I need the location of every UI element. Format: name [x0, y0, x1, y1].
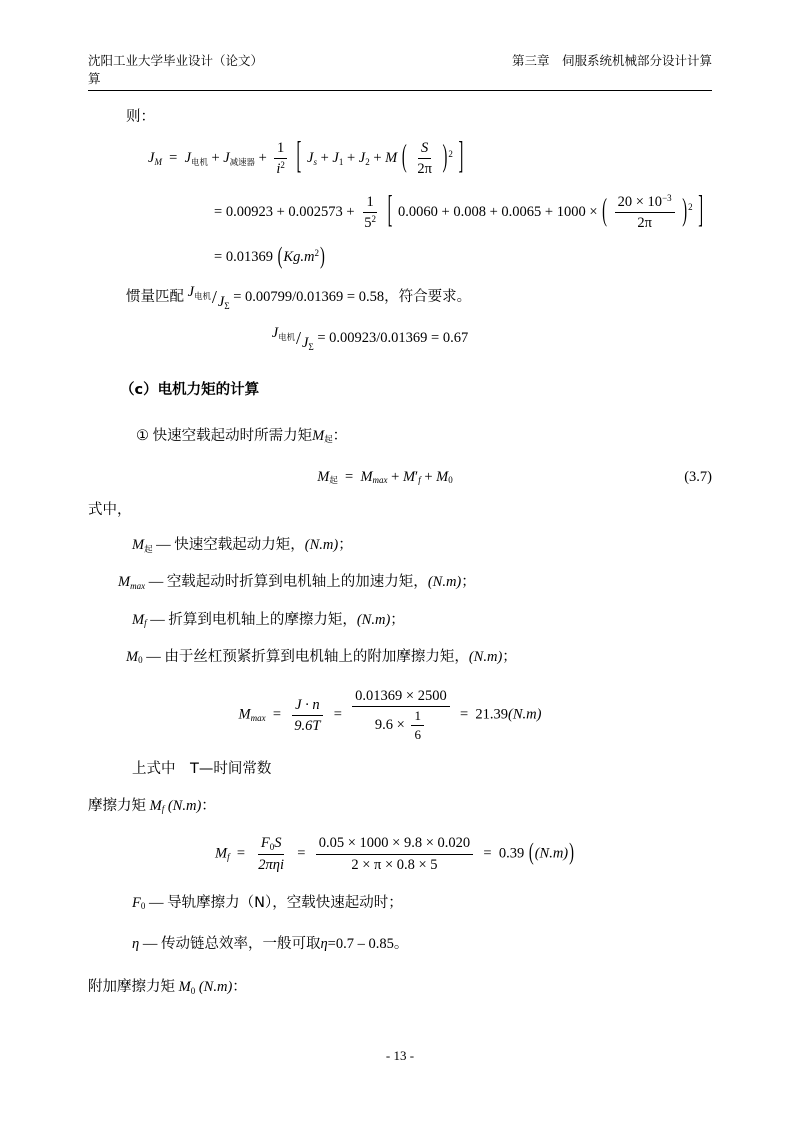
definition-eta: η — 传动链总效率，一般可取η=0.7 – 0.85。 — [132, 936, 409, 953]
def-4-unit: (N.m) — [468, 648, 503, 665]
eq37-plus1: + — [391, 468, 400, 485]
extra-friction-symbol: M — [178, 979, 191, 996]
mmax-result: 21.39 — [475, 706, 509, 723]
definition-f0: F0 — 导轨摩擦力（N），空载快速起动时； — [132, 894, 403, 912]
friction-torque-unit: (N.m) — [167, 797, 202, 814]
inertia-match-line2 — [88, 324, 712, 353]
equation-jm-result: = 0.01369 (Kg.m2) — [88, 246, 712, 269]
equation-jm-line2: = 0.00923 + 0.002573 + $\frac{1}{52}$ [ 0.0060 + 0.008 + 0.0065 + 1000 × ( $\frac{20 \times 10-3}{2\pi}$ )2 ] — [88, 193, 712, 232]
eq1-t1: J — [184, 150, 192, 167]
def-1-unit: (N.m) — [304, 537, 339, 554]
def-4-dash: — — [146, 648, 161, 665]
eq2-f: 1000 — [556, 203, 586, 220]
def-3-dash: — — [150, 611, 165, 628]
extra-friction-label-line: 附加摩擦力矩 M0 (N.m)： — [88, 979, 247, 996]
friction-torque-symbol: M — [149, 797, 162, 814]
mf-fraction-2: $\frac{0.05 \times 1000 \times 9.8 \times 0.020}{2 \times \pi \times 0.8 \times 5}$ — [316, 834, 473, 873]
inertia-match-line — [88, 283, 712, 312]
def-eta-dash: — — [142, 936, 158, 953]
def-1-text: 快速空载起动力矩， — [174, 537, 305, 554]
eq2-left-paren: ( — [602, 193, 607, 229]
eq1-t2: J — [223, 150, 230, 167]
eq1-right-bracket: ] — [458, 136, 464, 179]
item-1-colon: ： — [332, 427, 348, 444]
eq1-inner-j2: J — [358, 150, 366, 167]
mmax-unit: (N.m) — [508, 706, 542, 723]
def-4-symbol: M — [126, 648, 139, 665]
definition-2: Mmax — 空载起动时折算到电机轴上的加速力矩，(N.m)； — [118, 574, 476, 591]
mmax-eq2: = — [333, 706, 342, 723]
eq2-left-bracket: [ — [387, 189, 393, 232]
mmax-eq3: = — [459, 706, 469, 723]
mf-eq3: = — [483, 845, 492, 862]
document-body — [88, 104, 712, 1000]
def-4-text: 由于丝杠预紧折算到电机轴上的附加摩擦力矩， — [164, 648, 469, 665]
def-f0-dash: — — [148, 894, 164, 911]
note-time-constant: 上式中 T—时间常数 — [132, 760, 272, 777]
eq1-inner-m: M — [385, 150, 398, 167]
mmax-fraction-2: 0.01369 × 2500 9.6 × $\frac{1}{6}$ — [352, 687, 450, 744]
header-wrapped-text: 算 — [88, 71, 101, 86]
eq2-fraction: $\frac{1}{52}$ — [364, 193, 376, 231]
equation-3-7-number: (3.7) — [684, 468, 712, 485]
def-1-symbol: M — [132, 537, 145, 554]
mf-unit: (N.m) — [534, 845, 569, 862]
eq3-value: 0.01369 — [225, 249, 273, 266]
eq3-unit: Kg.m — [283, 249, 315, 266]
extra-friction-unit: (N.m) — [198, 979, 233, 996]
def-f0-text: 导轨摩擦力（N），空载快速起动时； — [167, 894, 403, 911]
eq1-lhs-sub: M — [154, 156, 162, 167]
mmax-inner-fraction: $\frac{1}{6}$ — [411, 708, 424, 744]
inertia-match-tail: ，符合要求。 — [384, 289, 472, 306]
eq1-frac-num: 1 — [274, 139, 287, 159]
def-3-symbol: M — [132, 611, 145, 628]
header-row — [88, 52, 712, 70]
item-1-text: 快速空载起动时所需力矩 — [152, 427, 313, 444]
eq2-inner-fraction: $\frac{20 \times 10-3}{2\pi}$ — [615, 193, 675, 232]
then-label: 则： — [126, 109, 155, 125]
eq37-t1: M — [360, 468, 373, 485]
eq2-c: 0.0060 — [398, 203, 438, 220]
eq37-equals: = — [345, 468, 354, 485]
eq1-plus2: + — [258, 150, 267, 167]
eq1-frac-den: i2 — [276, 160, 285, 178]
eq1-inner-fraction: $\frac{S}{2\pi}$ — [417, 140, 432, 178]
eq2-d: 0.008 — [453, 203, 486, 220]
def-3-unit: (N.m) — [356, 611, 391, 628]
equation-jm-line1: JM = J电机 + J减速器 + $\frac{1}{i2}$ [ Js + J1 + J2 + M ( $\frac{S}{2\pi}$ )2 ] — [88, 139, 712, 178]
def-1-dash: — — [156, 537, 171, 554]
eq1-right-paren: ) — [442, 139, 448, 176]
def-eta-value: =0.7 – 0.85 — [327, 936, 394, 953]
item-1-symbol: M — [312, 427, 325, 444]
eq3-equals: = — [214, 249, 223, 266]
header-left-title: 沈阳工业大学毕业设计（论文） — [88, 53, 264, 68]
def-eta-symbol: η — [132, 936, 140, 953]
mf-eq1: = — [236, 845, 246, 862]
equation-3-7: (3.7) M起 = Mmax + M′f + M0 — [88, 466, 712, 489]
eq37-plus2: + — [424, 468, 433, 485]
mf-left-paren: ( — [528, 839, 534, 867]
mf-lhs: M — [215, 845, 228, 862]
definition-1: M起 — 快速空载起动力矩，(N.m)； — [132, 537, 353, 554]
eq2-times: × — [589, 203, 598, 220]
def-2-dash: — — [148, 574, 164, 591]
def-f0-symbol: F — [132, 894, 141, 911]
definition-4: M0 — 由于丝杠预紧折算到电机轴上的附加摩擦力矩，(N.m)； — [126, 648, 517, 666]
item-1-line: ① 快速空载起动时所需力矩M起： — [136, 427, 348, 445]
eq3-right-paren: ) — [319, 243, 325, 271]
eq2-right-bracket: ] — [698, 189, 704, 232]
where-label: 式中， — [88, 502, 132, 519]
friction-torque-label: 摩擦力矩 — [88, 797, 146, 814]
eq2-right-paren: ) — [682, 193, 688, 229]
eq1-inner-js: J — [307, 150, 314, 167]
eq1-fraction — [273, 139, 288, 178]
def-3-text: 折算到电机轴上的摩擦力矩， — [168, 611, 357, 628]
section-c-heading: （c）电机力矩的计算 — [120, 382, 260, 399]
page-footer — [0, 1048, 800, 1064]
equation-mf: Mf = $\frac{F0S}{\text{2πηi}}$ = $\frac{0.05 \times 1000 \times 9.8 \times 0.020}{2 \times \pi \times 0.8 \times 5}$ = 0.39 ((N.m)) — [215, 835, 574, 873]
header-divider — [88, 90, 712, 91]
eq1-left-paren: ( — [401, 139, 407, 176]
eq2-a: 0.00923 — [225, 203, 273, 220]
extra-friction-label: 附加摩擦力矩 — [88, 979, 175, 996]
def-2-text: 空载起动时折算到电机轴上的加速力矩， — [166, 574, 428, 591]
eq1-t2-sub: 减速器 — [229, 156, 255, 167]
inertia-match-value: = 0.00799/0.01369 = 0.58 — [233, 289, 385, 306]
eq1-t1-sub: 电机 — [191, 156, 208, 167]
mf-eq2: = — [297, 845, 306, 862]
eq3-left-paren: ( — [277, 243, 283, 271]
def-eta-text: 传动链总效率，一般可取 — [160, 936, 321, 953]
inertia-match-label: 惯量匹配 — [126, 289, 184, 306]
mmax-eq1: = — [272, 706, 282, 723]
eq1-inner-j1: J — [332, 150, 339, 167]
eq37-lhs: M — [317, 468, 330, 485]
equation-mmax: Mmax = $\frac{J \cdot n}{9.6T}$ = 0.01369 × 2500 9.6 × $\frac{1}{6}$ = 21.39(N.m) — [238, 687, 542, 743]
inertia-match-ratio: J电机 / JΣ — [187, 284, 230, 311]
page-number: - 13 - — [385, 1048, 415, 1063]
eq1-lhs: J — [148, 150, 155, 167]
page-header — [88, 52, 712, 91]
inertia-match-ratio2: J电机 / JΣ — [271, 325, 314, 352]
eq37-t2: M — [402, 468, 416, 485]
def-2-symbol: M — [118, 574, 131, 591]
mmax-lhs: M — [238, 706, 251, 723]
inertia-match-value2: = 0.00923/0.01369 = 0.67 — [317, 330, 469, 347]
header-right-title: 第三章 伺服系统机械部分设计计算 — [511, 53, 712, 68]
eq2-e: 0.0065 — [501, 203, 542, 220]
mf-fraction-1: $\frac{F0S}{\text{2πηi}}$ — [258, 835, 285, 873]
mf-result: 0.39 — [498, 845, 525, 862]
mf-right-paren: ) — [569, 839, 574, 867]
eq37-t3: M — [436, 468, 449, 485]
eq1-left-bracket: [ — [296, 136, 302, 179]
friction-torque-label-line: 摩擦力矩 Mf (N.m)： — [88, 797, 216, 815]
definition-3: Mf — 折算到电机轴上的摩擦力矩，(N.m)； — [132, 611, 405, 629]
def-2-unit: (N.m) — [427, 574, 462, 591]
eq1-plus1: + — [211, 150, 220, 167]
mmax-fraction-1: $\frac{J \cdot n}{9.6T}$ — [291, 696, 323, 735]
item-1-marker: ① — [136, 427, 149, 444]
eq2-b: 0.002573 — [288, 203, 343, 220]
eq2-equals: = — [214, 203, 223, 220]
